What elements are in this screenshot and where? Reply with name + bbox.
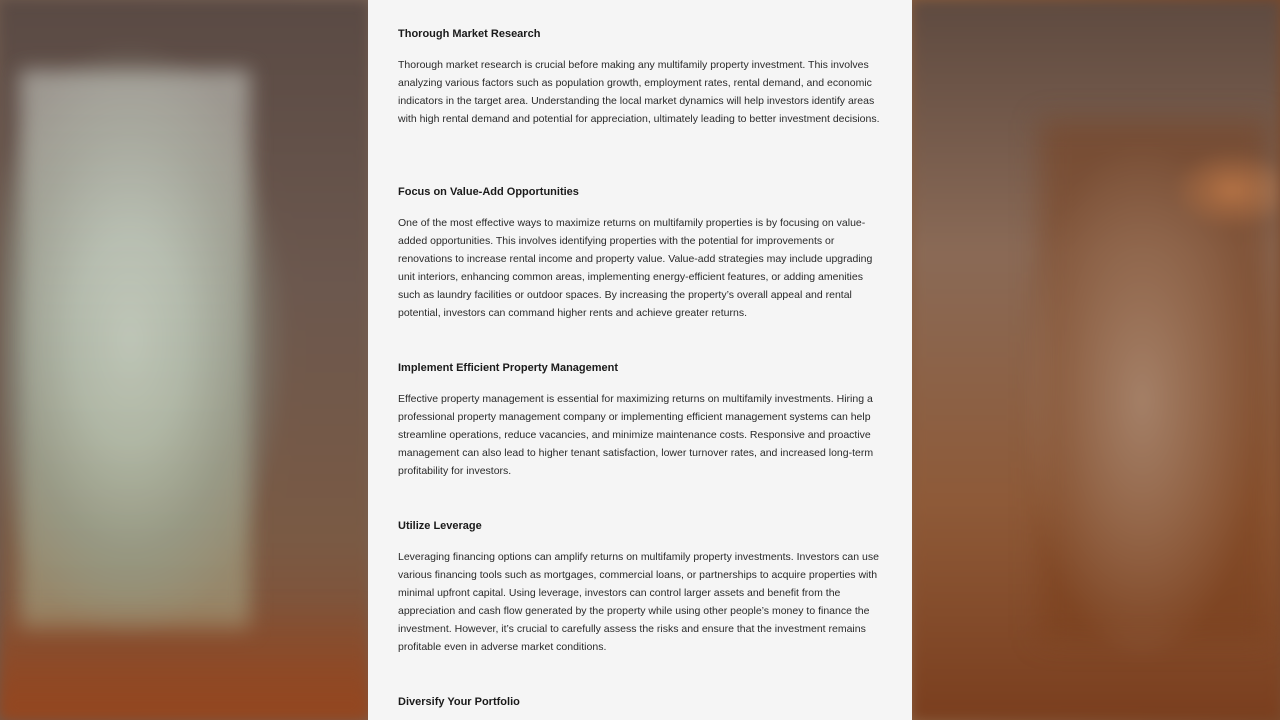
section-leverage [398,519,882,656]
background-window [20,70,250,630]
section-body: Leveraging financing options can amplify returns on multifamily property investments. Investors can use various financing tools such as mortgages, commercial loans, or partnerships to acquire properties with minimal upfront capital. Using leverage, investors can control larger assets and benefit from the appreciation and cash flow generated by the property while using other people’s money to finance the investment. However, it’s crucial to carefully assess the risks and ensure that the investment remains profitable even in adverse market conditions. [398,551,879,653]
section-value-add [398,185,882,322]
section-heading: Utilize Leverage [398,520,482,532]
background-door-frame [1040,120,1270,640]
section-heading: Implement Efficient Property Management [398,362,619,374]
section-diversify [398,695,882,709]
section-market-research [398,27,882,128]
section-heading: Thorough Market Research [398,28,541,40]
article-panel [368,0,912,720]
section-body: One of the most effective ways to maximize returns on multifamily properties is by focusing on value-added opportunities. This involves identifying properties with the potential for improvements or renovations to increase rental income and property value. Value-add strategies may include upgrading unit interiors, enhancing common areas, implementing energy-efficient features, or adding amenities such as laundry facilities or outdoor spaces. By increasing the property’s overall appeal and rental potential, investors can command higher rents and achieve greater returns. [398,217,873,319]
section-heading: Focus on Value-Add Opportunities [398,186,579,198]
section-body: Thorough market research is crucial before making any multifamily property investment. This involves analyzing various factors such as population growth, employment rates, rental demand, and economic indicators in the target area. Understanding the local market dynamics will help investors identify areas with high rental demand and potential for appreciation, ultimately leading to better investment decisions. [398,59,880,125]
section-heading: Diversify Your Portfolio [398,696,520,708]
section-body: Effective property management is essential for maximizing returns on multifamily investments. Hiring a professional property management company or implementing efficient management systems can help streamline operations, reduce vacancies, and minimize maintenance costs. Responsive and proactive management can also lead to higher tenant satisfaction, lower turnover rates, and increased long-term profitability for investors. [398,393,874,477]
background-floor [0,600,370,720]
section-property-management [398,361,882,480]
